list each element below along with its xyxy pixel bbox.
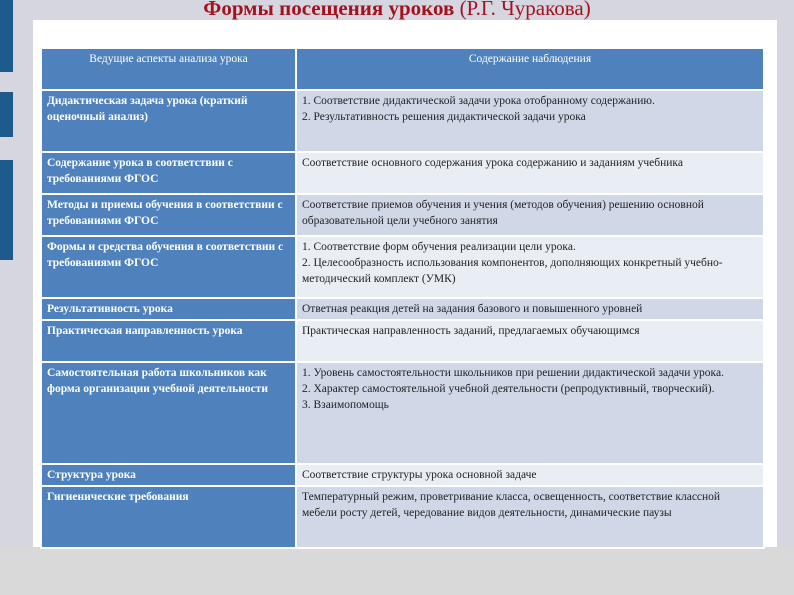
content-cell [296, 236, 764, 298]
table-row [41, 298, 764, 320]
content-line: 3. Взаимопомощь [302, 399, 389, 411]
table-row [41, 236, 764, 298]
content-line: 1. Уровень самостоятельности школьников при решении дидактической задачи урока. [302, 367, 724, 379]
aspect-cell: Формы и средства обучения в соответствии с требованиями ФГОС [41, 236, 296, 298]
content-line: Соответствие структуры урока основной задаче [302, 469, 537, 481]
aspect-cell: Самостоятельная работа школьников как форма организации учебной деятельности [41, 362, 296, 464]
content-line: 2. Целесообразность использования компонентов, дополняющих конкретный учебно-методический комплект (УМК) [302, 257, 723, 285]
content-line: 1. Соответствие дидактической задачи урока отобранному содержанию. [302, 95, 655, 107]
aspect-cell: Содержание урока в соответствии с требованиями ФГОС [41, 152, 296, 194]
content-line: 1. Соответствие форм обучения реализации цели урока. [302, 241, 576, 253]
aspect-cell: Структура урока [41, 464, 296, 486]
content-cell [296, 320, 764, 362]
table-row [41, 464, 764, 486]
content-line: Ответная реакция детей на задания базового и повышенного уровней [302, 303, 643, 315]
decor-strip [0, 92, 13, 137]
aspect-cell: Методы и приемы обучения в соответствии с требованиями ФГОС [41, 194, 296, 236]
content-cell [296, 152, 764, 194]
content-line: Соответствие приемов обучения и учения (методов обучения) решению основной образовательной цели учебного занятия [302, 199, 704, 227]
aspect-cell: Дидактическая задача урока (краткий оценочный анализ) [41, 90, 296, 152]
page-title [0, 0, 794, 21]
content-line: 2. Результативность решения дидактической задачи урока [302, 111, 586, 123]
table-row [41, 486, 764, 548]
title-author: (Р.Г. Чуракова) [459, 0, 591, 20]
decor-strip [0, 160, 13, 260]
aspect-cell: Гигиенические требования [41, 486, 296, 548]
content-cell [296, 486, 764, 548]
aspect-cell: Результативность урока [41, 298, 296, 320]
table-row [41, 152, 764, 194]
title-main: Формы посещения уроков [203, 0, 455, 20]
content-cell [296, 194, 764, 236]
table-row [41, 90, 764, 152]
content-cell [296, 362, 764, 464]
content-cell [296, 90, 764, 152]
header-aspects: Ведущие аспекты анализа урока [41, 48, 296, 90]
lesson-analysis-table [40, 47, 765, 549]
aspect-cell: Практическая направленность урока [41, 320, 296, 362]
content-line: 2. Характер самостоятельной учебной деятельности (репродуктивный, творческий). [302, 383, 715, 395]
header-content: Содержание наблюдения [296, 48, 764, 90]
content-cell [296, 464, 764, 486]
table-row [41, 320, 764, 362]
content-cell [296, 298, 764, 320]
content-line: Температурный режим, проветривание класса, освещенность, соответствие классной мебели росту детей, чередование видов деятельности, динамические паузы [302, 491, 721, 519]
table-row [41, 362, 764, 464]
content-line: Соответствие основного содержания урока содержанию и заданиям учебника [302, 157, 683, 169]
table-row [41, 194, 764, 236]
content-line: Практическая направленность заданий, предлагаемых обучающимся [302, 325, 640, 337]
footer-band [0, 548, 794, 595]
